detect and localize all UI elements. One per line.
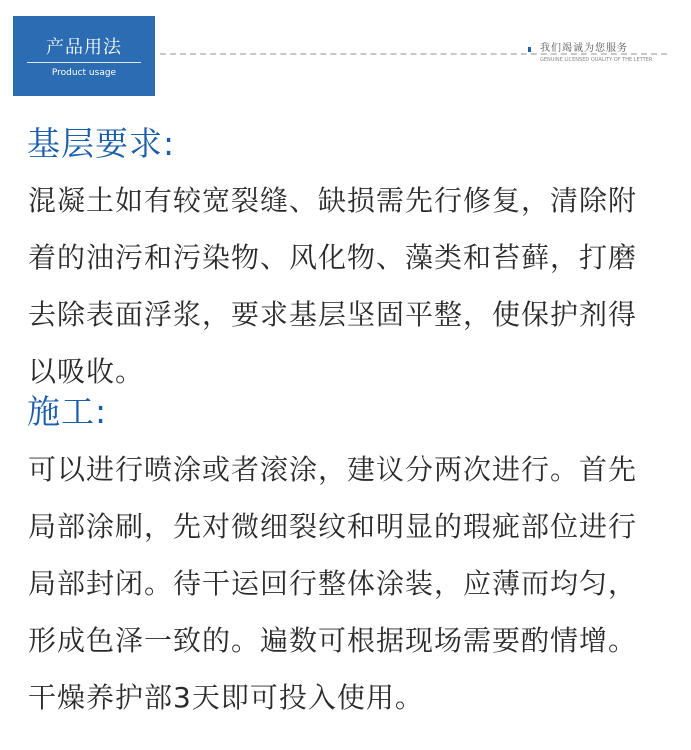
- badge-divider: [27, 62, 141, 63]
- body-line: 着的油污和污染物、风化物、藻类和苔藓，打磨: [28, 241, 638, 274]
- section-body-construction: [28, 441, 678, 726]
- section-title-construction: 施工:: [27, 392, 108, 431]
- header-slogan: 我们竭诚为您服务: [540, 43, 628, 54]
- body-line: 混凝土如有较宽裂缝、缺损需先行修复，清除附: [28, 184, 638, 217]
- body-line: 以吸收。: [28, 355, 145, 388]
- badge-title: 产品用法: [46, 37, 122, 58]
- header-slogan-english: GENUINE LICENSED QUALITY OF THE LETTER: [540, 57, 653, 63]
- section-body-base-requirements: [28, 172, 678, 400]
- body-line: 干燥养护部3天即可投入使用。: [28, 681, 424, 714]
- body-line: 局部封闭。待干运回行整体涂装，应薄而均匀，: [28, 567, 638, 600]
- body-line: 可以进行喷涂或者滚涂，建议分两次进行。首先: [28, 453, 638, 486]
- slogan-marker: [528, 47, 531, 52]
- section-title-base-requirements: 基层要求:: [27, 124, 176, 163]
- product-usage-badge: [13, 16, 155, 96]
- body-line: 形成色泽一致的。遍数可根据现场需要酌情增。: [28, 624, 638, 657]
- body-line: 去除表面浮浆，要求基层坚固平整，使保护剂得: [28, 298, 638, 331]
- body-line: 局部涂刷，先对微细裂纹和明显的瑕疵部位进行: [28, 510, 638, 543]
- badge-subtitle: Product usage: [51, 68, 117, 78]
